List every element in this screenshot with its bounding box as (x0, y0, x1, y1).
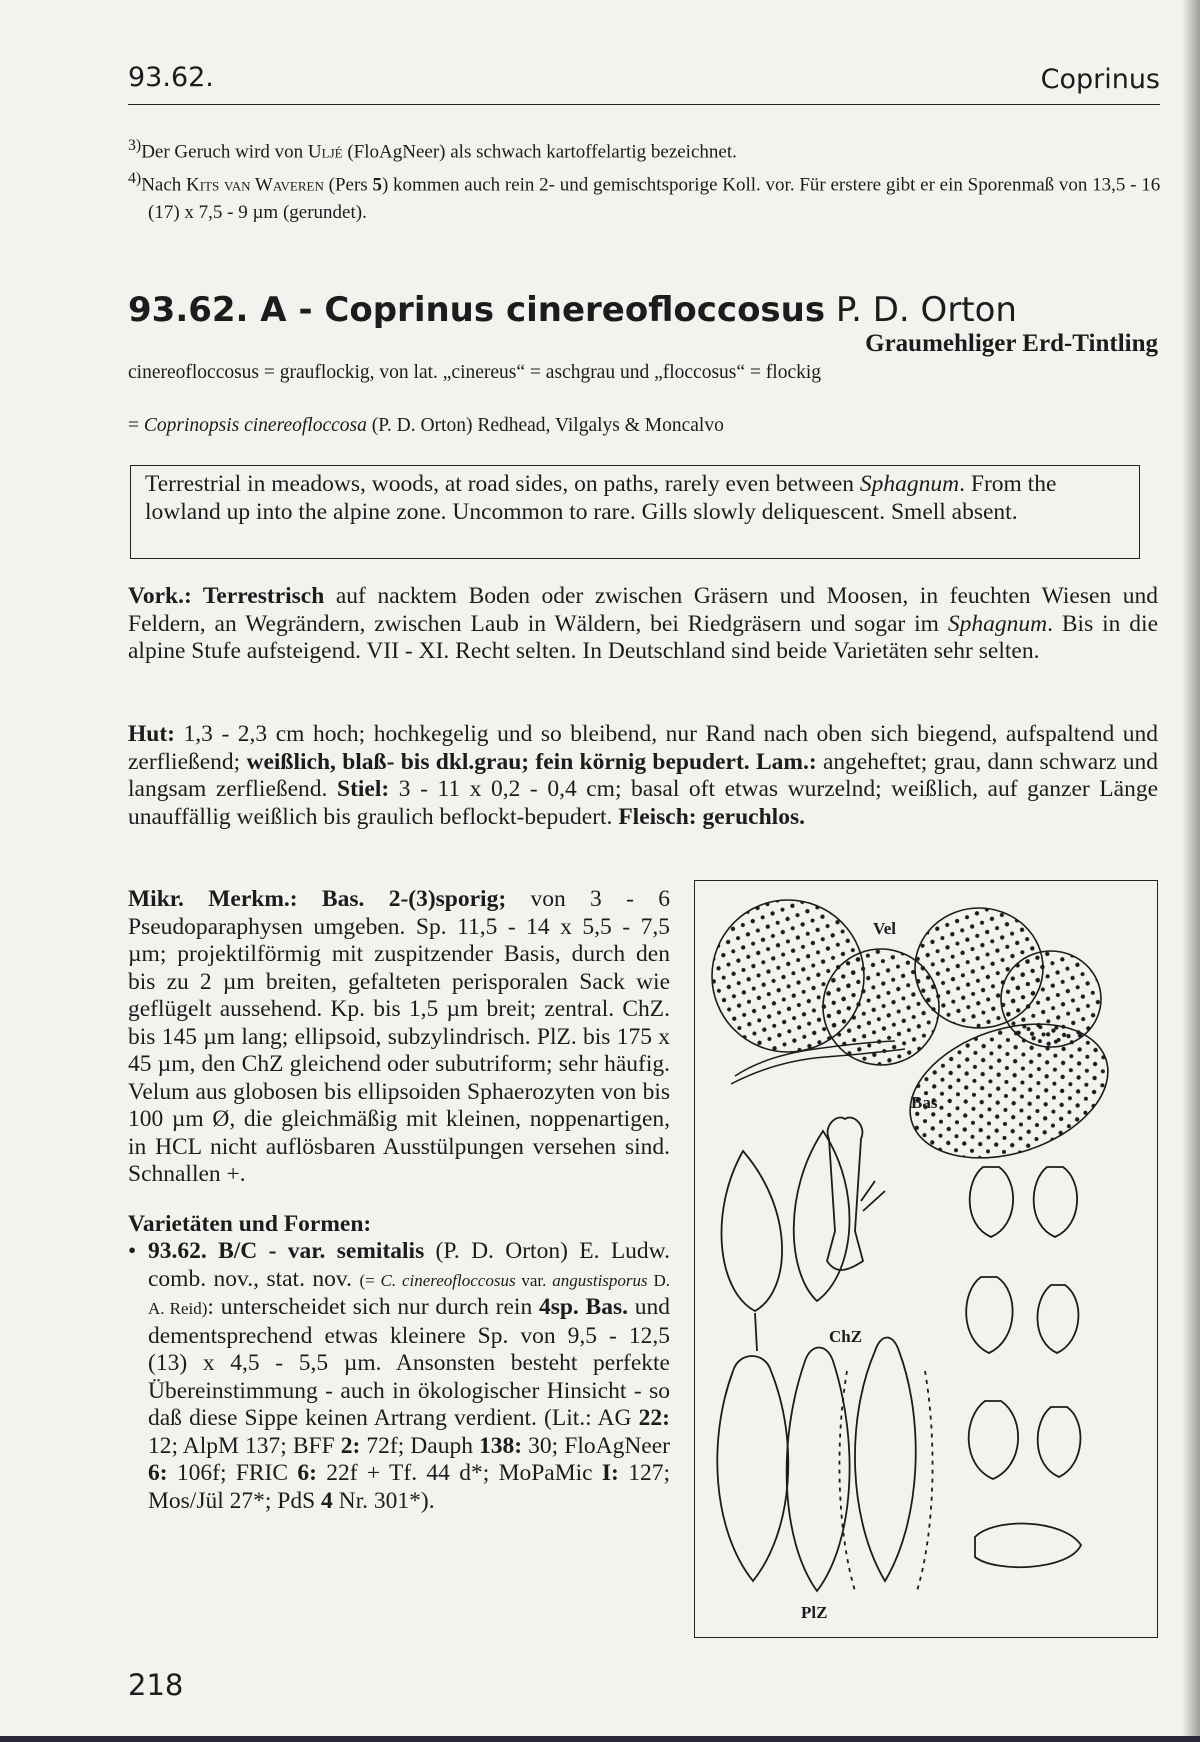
spore-1 (970, 1167, 1013, 1237)
variety-item: • 93.62. B/C - var. semitalis (P. D. Orton) E. Ludw. comb. nov., stat. nov. (= C. cinereofloccosus var. angustisporus D. A. Reid): unterscheidet sich nur durch rein 4sp. Bas. und dementsprechend etwas kleinere Sp. von 9,5 - 12,5 (13) x 4,5 - 5,5 µm. Ansonsten besteht perfekte Übereinstimmung - auch in ökologischer Hinsicht - so daß diese Sippe keinen Artrang verdient. (Lit.: AG 22: 12; AlpM 137; BFF 2: 72f; Dauph 138: 30; FloAgNeer 6: 106f; FRIC 6: 22f + Tf. 44 d*; MoPaMic I: 127; Mos/Jül 27*; PdS 4 Nr. 301*). (128, 1238, 671, 1514)
description-paragraph: Hut: 1,3 - 2,3 cm hoch; hochkegelig und so bleibend, nur Rand nach oben sich biegend, aufspaltend und zerfließend; weißlich, blaß- bis dkl.grau; fein körnig bepudert. Lam.: angeheftet; grau, dann schwarz und langsam zerfließend. Stiel: 3 - 11 x 0,2 - 0,4 cm; basal oft etwas wurzelnd; weißlich, auf ganzer Länge unauffällig weißlich bis graulich beflockt-bepudert. Fleisch: geruchlos. (128, 721, 1158, 830)
footnotes (128, 132, 1163, 226)
cheilocystidium-1 (721, 1151, 782, 1311)
spore-3 (966, 1277, 1012, 1353)
spore-7 (975, 1524, 1081, 1568)
common-name: Graumehliger Erd-Tintling (865, 330, 1158, 357)
spore-2 (1034, 1167, 1077, 1237)
cheilocystidium-2 (755, 1313, 757, 1351)
spore-4 (1037, 1285, 1078, 1353)
basidium-sterigmata (861, 1181, 885, 1211)
microscopy-figure (694, 880, 1158, 1638)
spore-5 (969, 1401, 1018, 1479)
label-pleurocystidia: PlZ (801, 1603, 828, 1622)
microscopy-paragraph: Mikr. Merkm.: Bas. 2-(3)sporig; von 3 - 6 Pseudoparaphysen umgeben. Sp. 11,5 - 14 x 5,5 - 7,5 µm; projektilförmig mit zuspitzender Basis, durch den bis zu 2 µm breiten, gefalteten perisporalen Sack wie geflügelt aussehend. Kp. bis 1,5 µm breit; zentral. ChZ. bis 145 µm lang; ellipsoid, subzylindrisch. PlZ. bis 175 x 45 µm, den ChZ gleichend oder subutriform; sehr häufig. Velum aus globosen bis ellipsoiden Sphaerozyten von bis 100 µm Ø, die gleichmäßig mit kleinen, noppenartigen, in HCL nicht auflösbaren Ausstülpungen versehen sind. Schnallen +. (128, 886, 670, 1187)
scan-bottom-edge (0, 1736, 1200, 1742)
label-cheilocystidia: ChZ (829, 1327, 863, 1346)
left-column (128, 886, 670, 1515)
species-title: 93.62. A - Coprinus cinereofloccosus P. D. Orton (128, 290, 1017, 330)
figure-drawing (695, 881, 1159, 1639)
cheilocystidium-3 (794, 1131, 850, 1301)
header-genus: Coprinus (1040, 64, 1160, 95)
english-summary-box: Terrestrial in meadows, woods, at road sides, on paths, rarely even between Sphagnum. From the lowland up into the alpine zone. Uncommon to rare. Gills slowly deliquescent. Smell absent. (130, 465, 1140, 559)
pleurocystidium-1 (717, 1356, 788, 1581)
footnote-3: $^{3)}$Der Geruch wird von Uljé (FloAgNeer) als schwach kartoffelartig bezeichnet. (128, 137, 737, 163)
footnote-4: $^{4)}$Nach Kits van Waveren (Pers 5) kommen auch rein 2- und gemischtsporige Koll. vor. Für erstere gibt er ein Sporenmaß von 13,5 - 16 (17) x 7,5 - 9 µm (gerundet). (128, 170, 1161, 223)
synonym: = Coprinopsis cinereofloccosa (P. D. Orton) Redhead, Vilgalys & Moncalvo (128, 415, 724, 436)
page-number: 218 (128, 1668, 184, 1702)
basidium (827, 1117, 863, 1270)
label-velum: Vel (873, 919, 896, 938)
page-edge-shadow (1182, 0, 1200, 1742)
header-section-number: 93.62. (128, 62, 214, 93)
etymology: cinereofloccosus = grauflockig, von lat. „cinereus“ = aschgrau und „floccosus“ = flockig (128, 362, 822, 383)
pleurocystidium-dashed (839, 1371, 932, 1591)
label-basidium: Bas (911, 1093, 938, 1112)
running-header (128, 58, 1160, 105)
pleurocystidium-2 (787, 1348, 850, 1592)
spore-6 (1038, 1407, 1081, 1477)
pleurocystidium-3 (855, 1338, 916, 1582)
occurrence-paragraph: Vork.: Terrestrisch auf nacktem Boden oder zwischen Gräsern und Moosen, in feuchten Wiesen und Feldern, an Wegrändern, zwischen Laub in Wäldern, bei Riedgräsern und sogar im Sphagnum. Bis in die alpine Stufe aufsteigend. VII - XI. Recht selten. In Deutschland sind beide Varietäten sehr selten. (128, 583, 1159, 664)
varieties-heading: Varietäten und Formen: (128, 1210, 372, 1237)
